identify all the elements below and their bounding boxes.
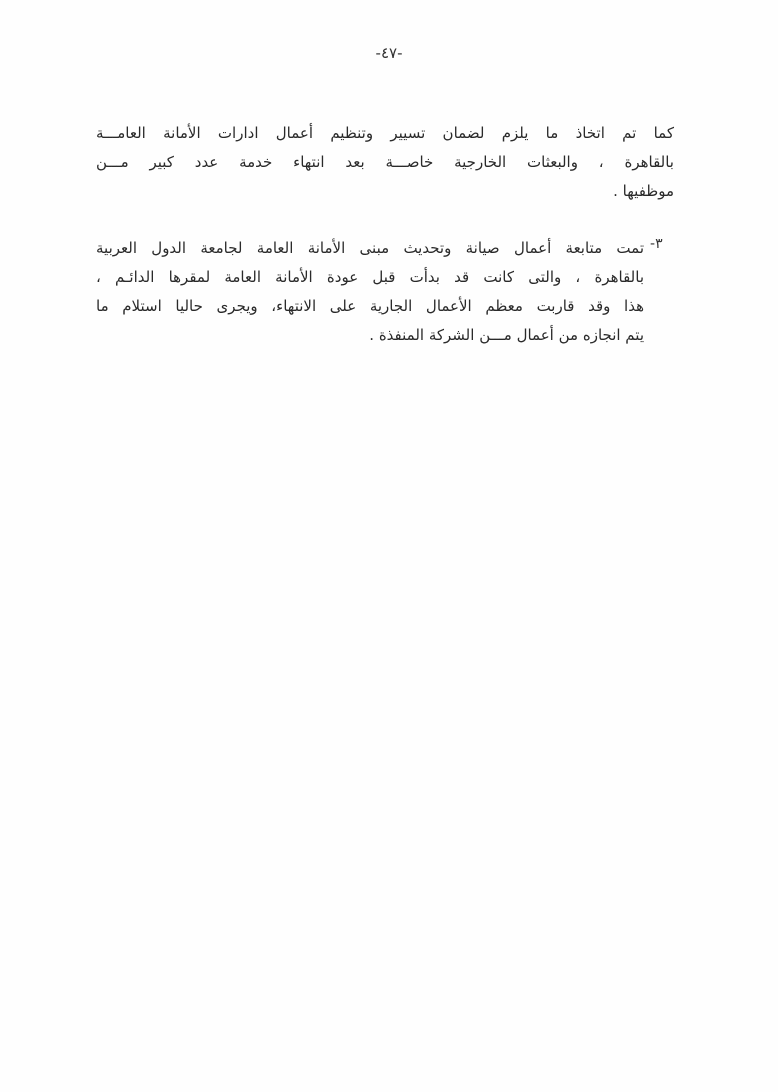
paragraph-2 [96,234,644,350]
paragraph-line: تمت متابعة أعمال صيانة وتحديث مبنى الأمانة العامة لجامعة الدول العربية [96,239,644,257]
paragraph-line: هذا وقد قاربت معظم الأعمال الجارية على الانتهاء، ويجرى حاليا استلام ما [96,297,644,315]
paragraph-line: بالقاهرة ، والبعثات الخارجية خاصـــة بعد انتهاء خدمة عدد كبير مـــن [96,153,674,171]
paragraph-line: بالقاهرة ، والتى كانت قد بدأت قبل عودة الأمانة العامة لمقرها الدائـم ، [96,268,644,286]
paragraph-line: كما تم اتخاذ ما يلزم لضمان تسيير وتنظيم أعمال ادارات الأمانة العامـــة [96,124,674,142]
paragraph-line: يتم انجازه من أعمال مـــن الشركة المنفذة . [369,326,644,344]
paragraph-line: موظفيها . [613,182,674,200]
item-number: ٣- [650,236,663,252]
page-number: -٤٧- [375,44,403,62]
paragraph-1 [96,119,674,206]
